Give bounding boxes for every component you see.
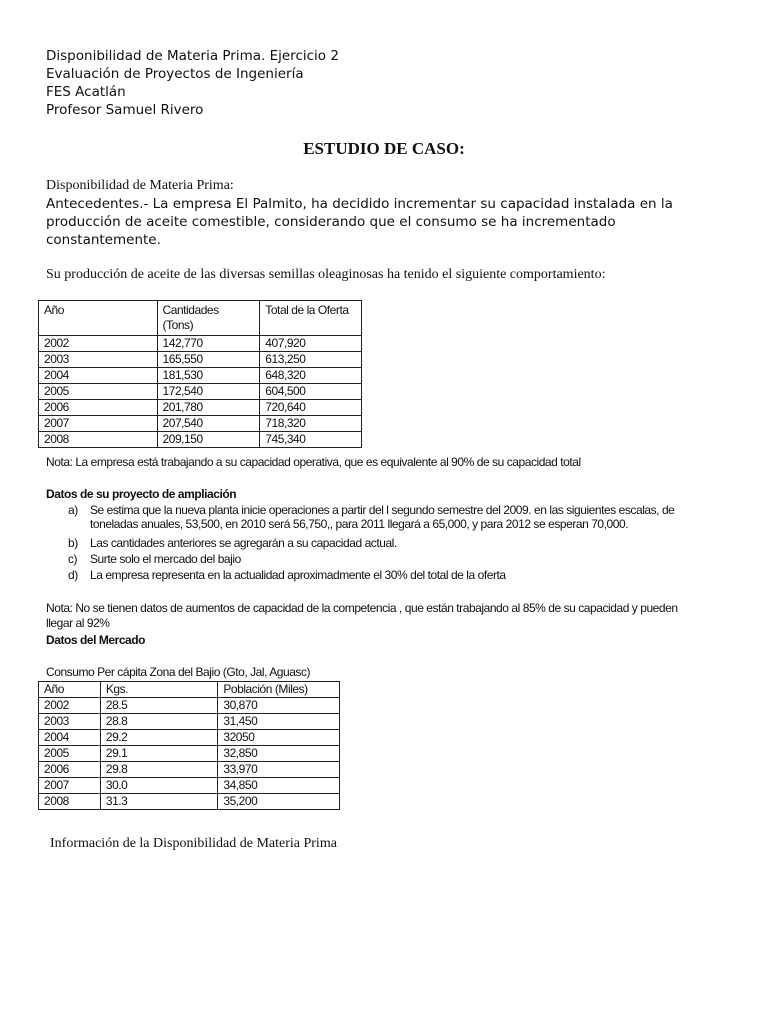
table-row <box>39 730 340 746</box>
table-cell: 2008 <box>39 432 158 448</box>
list-text: La empresa representa en la actualidad aproximadmente el 30% del total de la oferta <box>90 568 506 582</box>
list-text: Surte solo el mercado del bajio <box>90 552 241 566</box>
table-cell: 2003 <box>39 352 158 368</box>
table-cell: 32050 <box>218 730 340 746</box>
header-cantidades: Cantidades <box>162 303 219 317</box>
list-item <box>68 536 748 552</box>
table-cell: 30,870 <box>218 698 340 714</box>
table-cell: 33,970 <box>218 762 340 778</box>
table-cell: 2007 <box>39 778 101 794</box>
table-row <box>39 778 340 794</box>
table-cell: 718,320 <box>260 416 362 432</box>
table-cell: 28.8 <box>100 714 218 730</box>
table-row <box>39 368 362 384</box>
table-cell: 30.0 <box>100 778 218 794</box>
header-line-3: FES Acatlán <box>46 84 126 100</box>
table-row <box>39 336 362 352</box>
table-cell: 407,920 <box>260 336 362 352</box>
note-competition-line-1: Nota: No se tienen datos de aumentos de capacidad de la competencia , que están trabajando al 85% de su capacidad y pueden <box>46 601 678 615</box>
document-header <box>46 47 339 119</box>
table-row <box>39 432 362 448</box>
table-header-row <box>39 682 340 698</box>
list-item <box>68 552 748 568</box>
list-item <box>68 568 748 584</box>
antecedentes-line-2: producción de aceite comestible, considerando que el consumo se ha incrementado <box>46 214 616 230</box>
table-cell: 2006 <box>39 762 101 778</box>
table-header-row <box>39 301 362 336</box>
table-cell: 613,250 <box>260 352 362 368</box>
production-intro: Su producción de aceite de las diversas semillas oleaginosas ha tenido el siguiente comportamiento: <box>46 267 606 282</box>
list-marker: b) <box>68 536 78 550</box>
table-cell: 604,500 <box>260 384 362 400</box>
table-cell: 720,640 <box>260 400 362 416</box>
table-cell: 207,540 <box>157 416 260 432</box>
note-capacity: Nota: La empresa está trabajando a su capacidad operativa, que es equivalente al 90% de su capacidad total <box>46 455 581 469</box>
section-subtitle: Disponibilidad de Materia Prima: <box>46 178 234 193</box>
table-cell: 2005 <box>39 746 101 762</box>
page-title: ESTUDIO DE CASO: <box>303 139 465 158</box>
table-header-cell: Año <box>39 682 101 698</box>
note-competition <box>46 601 678 631</box>
table-cell: 201,780 <box>157 400 260 416</box>
list-marker: a) <box>68 503 78 517</box>
consumption-table <box>38 681 340 810</box>
table-cell: 2004 <box>39 730 101 746</box>
list-text <box>90 503 674 531</box>
table-row <box>39 384 362 400</box>
table-cell: 29.2 <box>100 730 218 746</box>
table-cell: 2004 <box>39 368 158 384</box>
table-header-cell <box>157 301 260 336</box>
table-cell: 2003 <box>39 714 101 730</box>
table-cell: 29.1 <box>100 746 218 762</box>
table-cell: 31,450 <box>218 714 340 730</box>
list-text-line: Se estima que la nueva planta inicie operaciones a partir del l segundo semestre del 2009. en las siguientes escalas, de <box>90 503 675 517</box>
table-cell: 31.3 <box>100 794 218 810</box>
table-cell: 165,550 <box>157 352 260 368</box>
table-cell: 2002 <box>39 336 158 352</box>
table-cell: 745,340 <box>260 432 362 448</box>
table-cell: 34,850 <box>218 778 340 794</box>
table-row <box>39 794 340 810</box>
project-heading: Datos de su proyecto de ampliación <box>46 487 237 501</box>
list-marker: c) <box>68 552 78 566</box>
table-cell: 29.8 <box>100 762 218 778</box>
list-text-line: toneladas anuales, 53,500, en 2010 será 56,750,, para 2011 llegará a 65,000, y para 2012 se esperan 70,000. <box>90 517 629 531</box>
table-header-cell: Año <box>39 301 158 336</box>
list-text: Las cantidades anteriores se agregarán a su capacidad actual. <box>90 536 397 550</box>
table-cell: 2005 <box>39 384 158 400</box>
table-cell: 2007 <box>39 416 158 432</box>
list-marker: d) <box>68 568 78 582</box>
table-header-cell: Kgs. <box>100 682 218 698</box>
table-row <box>39 762 340 778</box>
table-header-cell: Población (Miles) <box>218 682 340 698</box>
header-line-4: Profesor Samuel Rivero <box>46 102 204 118</box>
table-row <box>39 714 340 730</box>
table-row <box>39 416 362 432</box>
table-cell: 648,320 <box>260 368 362 384</box>
table-row <box>39 746 340 762</box>
antecedentes-line-1: Antecedentes.- La empresa El Palmito, ha decidido incrementar su capacidad instalada en la <box>46 196 673 212</box>
table-cell: 172,540 <box>157 384 260 400</box>
table-header-cell: Total de la Oferta <box>260 301 362 336</box>
table-cell: 28.5 <box>100 698 218 714</box>
table-cell: 2008 <box>39 794 101 810</box>
table-cell: 32,850 <box>218 746 340 762</box>
table-cell: 2006 <box>39 400 158 416</box>
consumption-caption: Consumo Per cápita Zona del Bajio (Gto, Jal, Aguasc) <box>46 665 311 679</box>
table-cell: 2002 <box>39 698 101 714</box>
table-row <box>39 400 362 416</box>
header-line-1: Disponibilidad de Materia Prima. Ejercicio 2 <box>46 48 339 64</box>
antecedentes-line-3: constantemente. <box>46 232 161 248</box>
list-item <box>68 503 748 535</box>
antecedentes-paragraph <box>46 195 673 249</box>
table-row <box>39 698 340 714</box>
table-cell: 35,200 <box>218 794 340 810</box>
table-cell: 142,770 <box>157 336 260 352</box>
production-table <box>38 300 362 448</box>
table-cell: 209,150 <box>157 432 260 448</box>
footer-section-text: Información de la Disponibilidad de Materia Prima <box>50 836 337 851</box>
table-cell: 181,530 <box>157 368 260 384</box>
header-line-2: Evaluación de Proyectos de Ingeniería <box>46 66 304 82</box>
note-competition-line-2: llegar al 92% <box>46 616 110 630</box>
header-tons: (Tons) <box>162 318 194 332</box>
table-row <box>39 352 362 368</box>
market-heading: Datos del Mercado <box>46 633 146 647</box>
